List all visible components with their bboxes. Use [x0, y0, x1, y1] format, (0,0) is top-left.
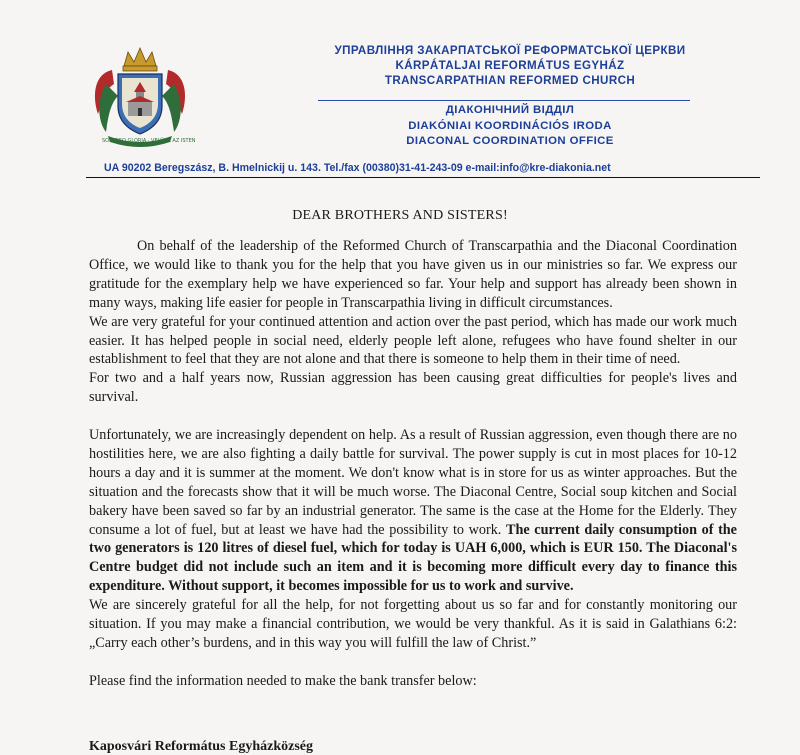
letter-body: [89, 237, 737, 691]
bank-account-name: Kaposvári Református Egyházközség: [89, 739, 313, 754]
department-name: [290, 103, 730, 150]
paragraph-bank-intro: Please find the information needed to make the bank transfer below:: [89, 672, 477, 689]
paragraph-support: We are very grateful for your continued attention and action over the past period, which has made our work much easier. It has helped people in social need, elderly people left alone, refugees who have found shelter in our establishment to feel that they are not alone and that there is someone to help them in their time of need.: [89, 313, 737, 368]
org-name-english: TRANSCARPATHIAN REFORMED CHURCH: [384, 74, 636, 87]
organization-name: [290, 43, 730, 88]
paragraph-gratitude: On behalf of the leadership of the Reformed Church of Transcarpathia and the Diaconal Coordination Office, we would like to thank you for the help that you have given us in our ministries so far. We express our gratitude for the exemplary help we have experienced so far. Your help and support has already been shown in many ways, making life easier for people in Transcarpathia living in difficult circumstances.: [89, 238, 737, 311]
dept-name-hungarian: DIAKÓNIAI KOORDINÁCIÓS IRODA: [408, 119, 612, 132]
paragraph-aggression: For two and a half years now, Russian aggression has been causing great difficulties for people's lives and survival.: [89, 370, 737, 406]
crest-motto: SOLI DEO GLORIA · VELÜNK AZ ISTEN: [102, 138, 196, 144]
dept-name-ukrainian: ДІАКОНІЧНИЙ ВІДДІЛ: [445, 104, 575, 116]
church-crest-icon: [92, 44, 188, 148]
org-name-hungarian: KÁRPÁTALJAI REFORMÁTUS EGYHÁZ: [395, 59, 625, 72]
fuel-cost-highlight: The current daily consumption of the two generators is 120 litres of diesel fuel, which for today is UAH 6,000, which is EUR 150. The Diaconal's Centre budget did not include such an item and it is becoming more difficult every day to finance this expenditure. Without support, it becomes impossible for us to work and survive.: [89, 521, 737, 595]
contact-address: UA 90202 Beregszász, B. Hmelnickij u. 143. Tel./fax (00380)31-41-243-09 e-mail:info@kre-diakonia.net: [104, 162, 611, 174]
org-name-ukrainian: УПРАВЛІННЯ ЗАКАРПАТСЬКОЇ РЕФОРМАТСЬКОЇ ЦЕРКВИ: [334, 44, 686, 57]
letter-salutation: DEAR BROTHERS AND SISTERS!: [292, 208, 508, 223]
situation-text: Unfortunately, we are increasingly dependent on help. As a result of Russian aggression, even though there are no hostilities here, we are also fighting a daily battle for survival. The power supply is cut in most places for 10-12 hours a day and it is summer at the moment. We don't know what is in store for us as winter approaches. But the situation and the forecasts show that it will be much worse. The Diaconal Centre, Social soup kitchen and Social bakery have been saved so far by an industrial generator. The same is the case at the Home for the Elderly. They consume a lot of fuel, but at least we have had the possibility to work.: [89, 427, 737, 538]
paragraph-situation: [89, 426, 737, 596]
header-rule: [86, 177, 760, 178]
letterhead-divider: [318, 100, 690, 101]
paragraph-spacer: [89, 653, 737, 672]
paragraph-spacer: [89, 407, 737, 426]
paragraph-appeal: We are sincerely grateful for all the help, for not forgetting about us so far and for constantly monitoring our situation. If you may make a financial contribution, we would be very thankful. As it is said in Galathians 6:2: „Carry each other’s burdens, and in this way you will fulfill the law of Christ.”: [89, 597, 737, 652]
dept-name-english: DIACONAL COORDINATION OFFICE: [406, 135, 614, 147]
